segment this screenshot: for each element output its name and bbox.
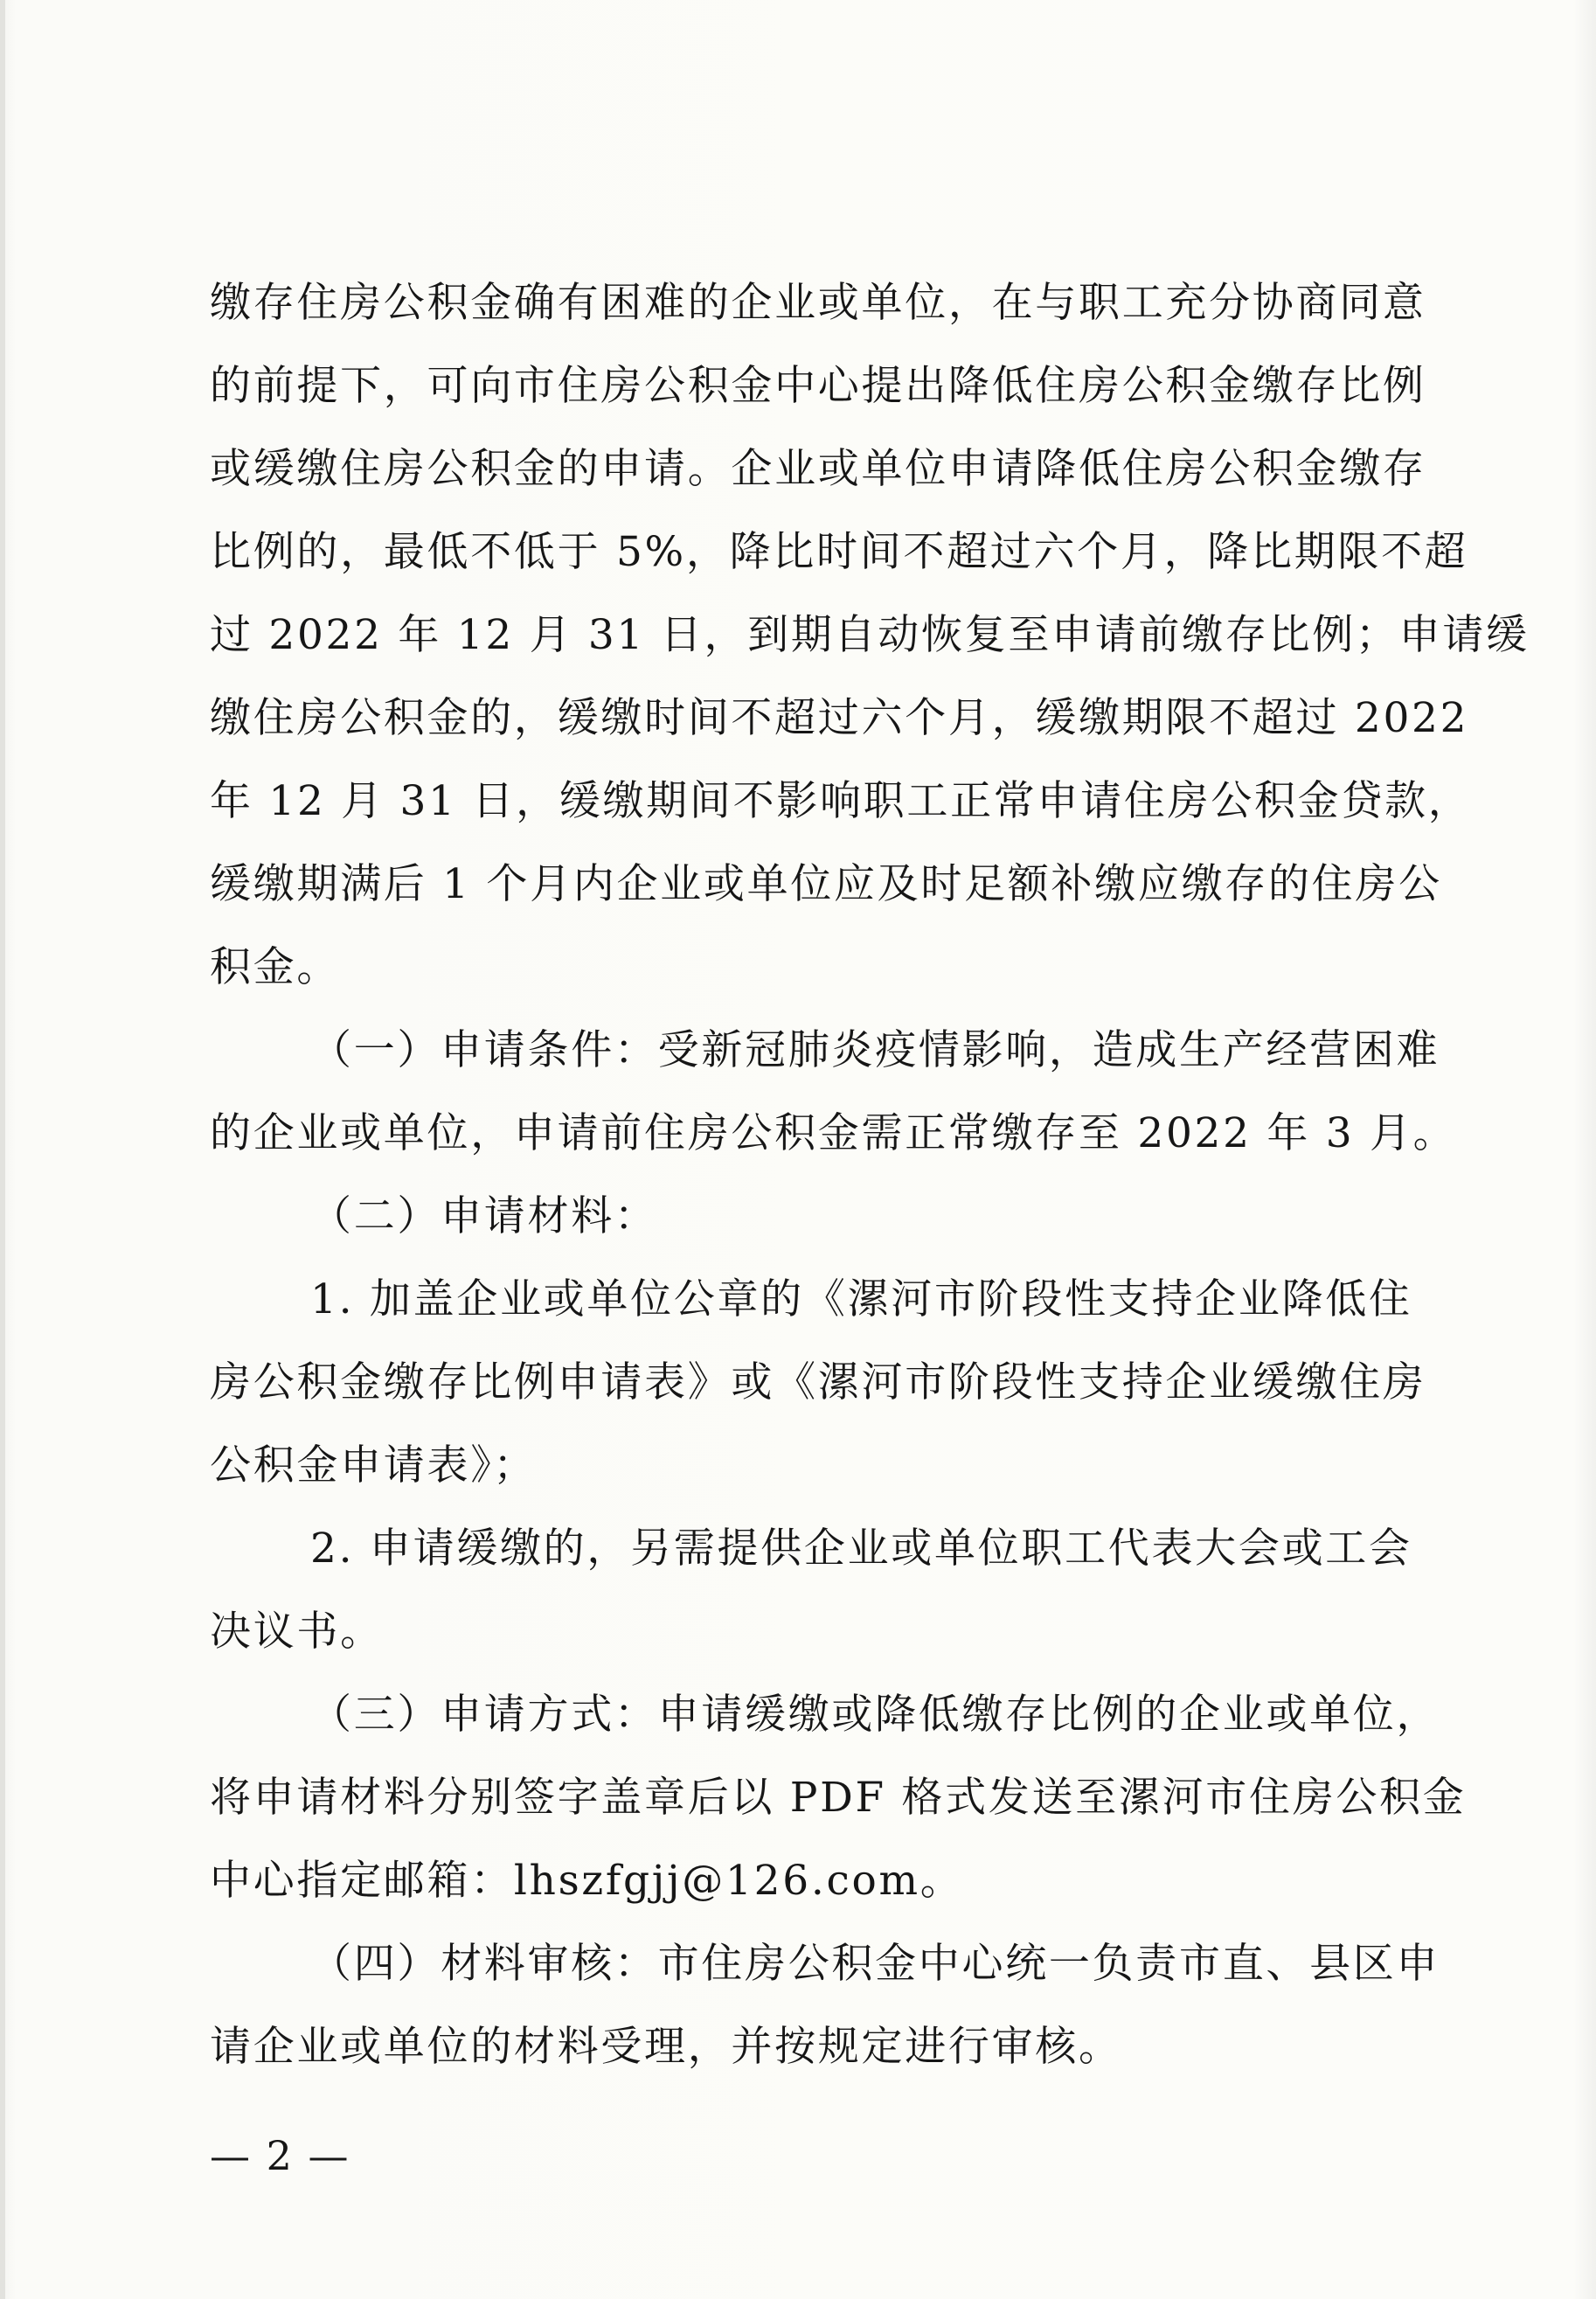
section-two-heading-line: （二）申请材料：	[310, 1192, 658, 1240]
section-one-body-line: 的企业或单位，申请前住房公积金需正常缴存至 2022 年 3 月。	[210, 1109, 1457, 1157]
body-line-3: 或缓缴住房公积金的申请。企业或单位申请降低住房公积金缴存	[210, 445, 1426, 493]
page-number: — 2 —	[210, 2132, 350, 2179]
scan-edge	[0, 0, 5, 2299]
material-one-line-3: 公积金申请表》；	[210, 1441, 538, 1490]
body-line-6: 缴住房公积金的，缓缴时间不超过六个月，缓缴期限不超过 2022	[210, 694, 1469, 742]
body-line-5: 过 2022 年 12 月 31 日，到期自动恢复至申请前缴存比例；申请缓	[210, 611, 1530, 659]
section-four-heading-line: （四）材料审核：市住房公积金中心统一负责市直、县区申	[310, 1940, 1440, 1988]
material-one-line-2: 房公积金缴存比例申请表》或《漯河市阶段性支持企业缓缴住房	[210, 1358, 1426, 1406]
section-three-body-line-2: 中心指定邮箱：lhszfgjj@126.com。	[210, 1857, 964, 1905]
section-one-heading-line: （一）申请条件：受新冠肺炎疫情影响，造成生产经营困难	[310, 1026, 1440, 1074]
body-line-9: 积金。	[210, 943, 341, 991]
material-one-line-1: 1. 加盖企业或单位公章的《漯河市阶段性支持企业降低住	[310, 1275, 1412, 1323]
body-line-8: 缓缴期满后 1 个月内企业或单位应及时足额补缴应缴存的住房公	[210, 860, 1442, 908]
material-two-line-2: 决议书。	[210, 1608, 384, 1656]
body-line-4: 比例的，最低不低于 5%，降比时间不超过六个月，降比期限不超	[210, 528, 1468, 576]
body-line-1: 缴存住房公积金确有困难的企业或单位，在与职工充分协商同意	[210, 279, 1426, 327]
section-three-heading-line: （三）申请方式：申请缓缴或降低缴存比例的企业或单位，	[310, 1691, 1440, 1739]
body-line-7: 年 12 月 31 日，缓缴期间不影响职工正常申请住房公积金贷款，	[210, 777, 1472, 825]
section-three-body-line-1: 将申请材料分别签字盖章后以 PDF 格式发送至漯河市住房公积金	[210, 1774, 1467, 1822]
material-two-line-1: 2. 申请缓缴的，另需提供企业或单位职工代表大会或工会	[310, 1525, 1412, 1573]
section-four-body-line: 请企业或单位的材料受理，并按规定进行审核。	[210, 2023, 1122, 2071]
body-line-2: 的前提下，可向市住房公积金中心提出降低住房公积金缴存比例	[210, 362, 1426, 410]
